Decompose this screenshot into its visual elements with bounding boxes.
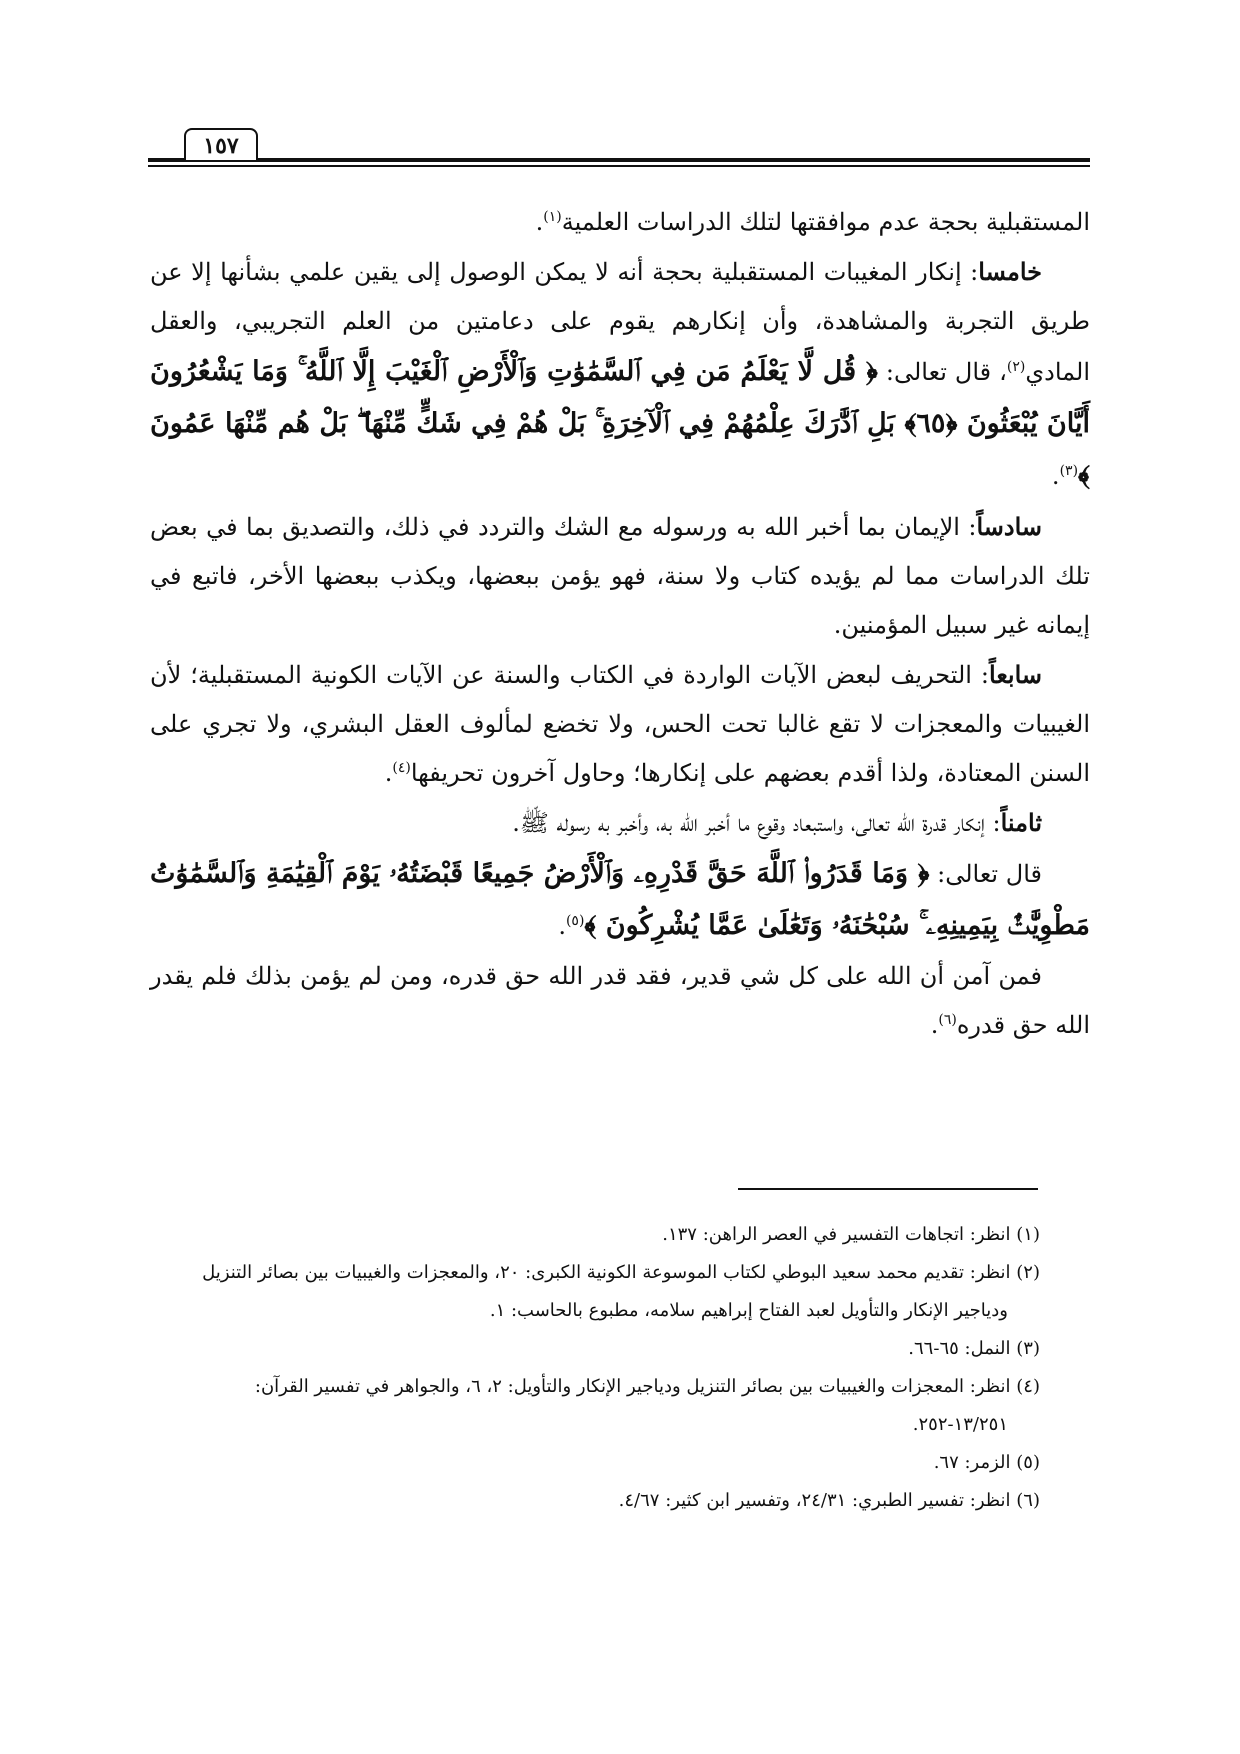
footnote-divider — [738, 1188, 1038, 1190]
main-text — [150, 198, 1090, 1050]
footnotes — [150, 1216, 1040, 1520]
page-header — [148, 128, 1090, 168]
paragraph-text: : الإيمان بما أخبر الله به ورسوله مع الشك والتردد في ذلك، والتصديق بما في بعض تلك الدراسات مما لم يؤيده كتاب ولا سنة، فهو يؤمن ببعضها، ويكذب ببعضها الأخر، فاتبع في إيمانه غير سبيل المؤمنين. — [150, 513, 1090, 639]
footnote-ref: (٥) — [565, 913, 585, 929]
paragraph-1 — [150, 198, 1090, 247]
quran-verse: ﴿ وَمَا قَدَرُوا۟ ٱللَّهَ حَقَّ قَدْرِهِۦ وَٱلْأَرْضُ جَمِيعًا قَبْضَتُهُۥ يَوْمَ ٱلْقِيَٰمَةِ وَٱلسَّمَٰوَٰتُ مَطْوِيَّٰتٌۢ بِيَمِينِهِۦ ۚ سُبْحَٰنَهُۥ وَتَعَٰلَىٰ عَمَّا يُشْرِكُونَ ﴾ — [150, 858, 1090, 941]
footnote-ref: (٢) — [1006, 359, 1026, 375]
period: . — [1051, 462, 1060, 490]
footnote-ref: (٦) — [938, 1012, 957, 1028]
header-rule-thick — [148, 158, 1090, 162]
paragraph-conclusion — [150, 952, 1090, 1050]
footnote-4-continued: ١٣/٢٥١-٢٥٢. — [912, 1414, 1008, 1435]
footnote-ref: (١) — [543, 209, 562, 225]
paragraph-text: : التحريف لبعض الآيات الواردة في الكتاب والسنة عن الآيات الكونية المستقبلية؛ لأن الغيبيات والمعجزات لا تقع غالبا تحت الحس، ولا تخضع لمألوف العقل البشري، ولا تجري على السنن المعتادة، ولذا أقدم بعضهم على إنكارها؛ وحاول آخرون تحريفها — [150, 661, 1090, 787]
header-rule-thin — [148, 165, 1090, 167]
paragraph-label: خامسا — [978, 257, 1042, 286]
paragraph-thaminan — [150, 798, 1090, 848]
period: . — [384, 759, 393, 787]
paragraph-text: : إنكار المغيبات المستقبلية بحجة أنه لا يمكن الوصول إلى يقين علمي بشأنها إلا عن طريق التجربة والمشاهدة، وأن إنكارهم يقوم على دعامتين من العلم التجريبي، والعقل المادي — [150, 258, 1090, 386]
paragraph-text: ، قال تعالى: — [877, 358, 1007, 386]
paragraph-text: المستقبلية بحجة عدم موافقتها لتلك الدراسات العلمية — [561, 208, 1090, 236]
footnote-2-continued: ودياجير الإنكار والتأويل لعبد الفتاح إبراهيم سلامه، مطبوع بالحاسب: ١. — [489, 1300, 1008, 1321]
paragraph-label: سابعاً — [989, 660, 1042, 689]
footnote-5: (٥) الزمر: ٦٧. — [933, 1452, 1040, 1473]
page-number: ١٥٧ — [184, 128, 258, 160]
footnote-3: (٣) النمل: ٦٥-٦٦. — [908, 1338, 1040, 1359]
quran-verse: ﴿ قُل لَّا يَعْلَمُ مَن فِي ٱلسَّمَٰوَٰتِ وَٱلْأَرْضِ ٱلْغَيْبَ إِلَّا ٱللَّهُ ۚ وَمَا يَشْعُرُونَ أَيَّانَ يُبْعَثُونَ ﴿٦٥﴾ بَلِ ٱدَّٰرَكَ عِلْمُهُمْ فِي ٱلْآخِرَةِ ۚ بَلْ هُمْ فِي شَكٍّ مِّنْهَا ۖ بَلْ هُم مِّنْهَا عَمُونَ ﴾ — [150, 356, 1090, 491]
period: . — [558, 912, 566, 940]
footnote-4: (٤) انظر: المعجزات والغيبيات بين بصائر التنزيل ودياجير الإنكار والتأويل: ٢، ٦، والجواهر في تفسير القرآن: — [254, 1376, 1040, 1397]
footnote-ref: (٤) — [392, 760, 411, 776]
paragraph-label: سادساً — [976, 512, 1042, 541]
footnote-2: (٢) انظر: تقديم محمد سعيد البوطي لكتاب الموسوعة الكونية الكبرى: ٢٠، والمعجزات والغيبيات بين بصائر التنزيل — [202, 1262, 1040, 1283]
paragraph-sabian — [150, 650, 1090, 798]
period: . — [930, 1011, 939, 1039]
paragraph-text: قال تعالى: — [929, 860, 1042, 888]
period: . — [535, 208, 544, 236]
paragraph-text: : إنكار قدرة الله تعالى، واستبعاد وقوع ما أخبر الله به، وأخبر به رسوله ﷺ. — [512, 809, 1001, 837]
footnote-1: (١) انظر: اتجاهات التفسير في العصر الراهن: ١٣٧. — [662, 1224, 1040, 1245]
paragraph-text: فمن آمن أن الله على كل شي قدير، فقد قدر الله حق قدره، ومن لم يؤمن بذلك فلم يقدر الله حق قدره — [150, 962, 1090, 1039]
footnote-ref: (٣) — [1059, 463, 1079, 479]
paragraph-sadisan — [150, 502, 1090, 650]
paragraph-verse — [150, 848, 1090, 952]
footnote-6: (٦) انظر: تفسير الطبري: ٢٤/٣١، وتفسير ابن كثير: ٤/٦٧. — [618, 1490, 1040, 1511]
paragraph-khamisan — [150, 247, 1090, 502]
paragraph-label: ثامناً — [1000, 808, 1042, 837]
